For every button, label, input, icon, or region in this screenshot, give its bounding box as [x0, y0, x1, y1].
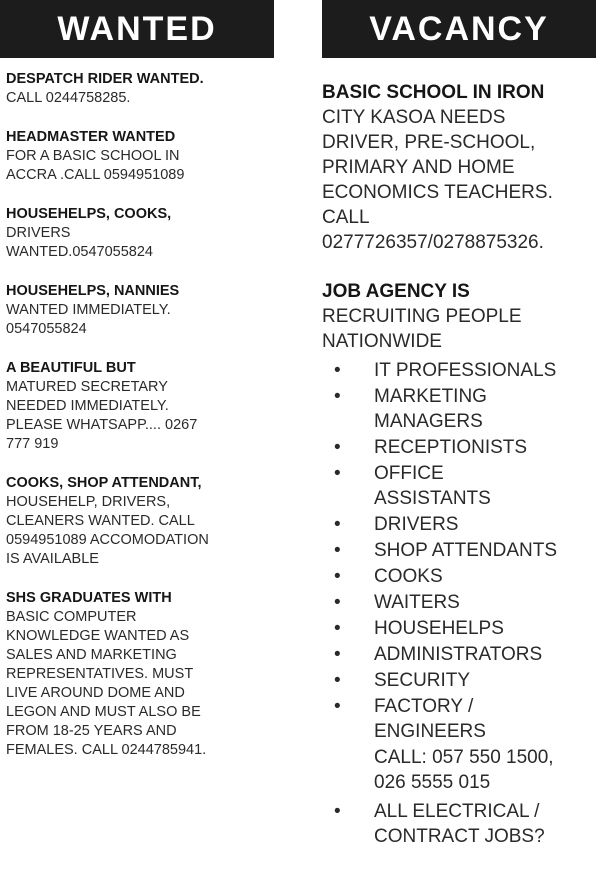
- list-item: [322, 590, 608, 615]
- ad-heading: BASIC SCHOOL IN IRON: [322, 82, 545, 103]
- vacancy-column: [322, 0, 608, 873]
- job-title: SECURITY: [374, 670, 471, 691]
- job-title: OFFICE ASSISTANTS: [374, 463, 491, 509]
- ad-heading: SHS GRADUATES WITH: [6, 590, 172, 606]
- list-item: [322, 694, 608, 744]
- wanted-ads-list: [0, 58, 282, 760]
- job-title: SHOP ATTENDANTS: [374, 540, 557, 561]
- ad-heading: A BEAUTIFUL BUT: [6, 360, 136, 376]
- job-list-tail: [322, 799, 608, 849]
- vacancy-header: VACANCY: [322, 0, 596, 58]
- wanted-header: WANTED: [0, 0, 274, 58]
- ad-heading: DESPATCH RIDER WANTED.: [6, 71, 204, 87]
- vacancy-ad-school: [322, 80, 608, 255]
- job-title: WAITERS: [374, 592, 460, 613]
- list-item: [322, 435, 608, 460]
- list-item: [322, 642, 608, 667]
- ad-body: BASIC COMPUTER KNOWLEDGE WANTED AS SALES AND MARKETING REPRESENTATIVES. MUST LIVE AROUND DOME AND LEGON AND MUST ALSO BE FROM 18-25 YEARS AND FEMALES. CALL 0244785941.: [6, 609, 207, 758]
- wanted-ad: [6, 359, 282, 454]
- bullet-icon: •: [334, 360, 341, 381]
- list-item: [322, 384, 608, 434]
- job-title: HOUSEHELPS: [374, 618, 504, 639]
- list-item: [322, 512, 608, 537]
- ad-body: WANTED IMMEDIATELY. 0547055824: [6, 302, 171, 337]
- list-item: [322, 538, 608, 563]
- ad-body: RECRUITING PEOPLE NATIONWIDE: [322, 306, 522, 352]
- wanted-ad: [6, 70, 282, 108]
- bullet-icon: •: [334, 644, 341, 665]
- wanted-ad: [6, 282, 282, 339]
- job-title: RECEPTIONISTS: [374, 437, 528, 458]
- ad-body: MATURED SECRETARY NEEDED IMMEDIATELY. PLEASE WHATSAPP.... 0267 777 919: [6, 379, 198, 452]
- wanted-ad: [6, 128, 282, 185]
- job-title: IT PROFESSIONALS: [374, 360, 557, 381]
- wanted-ad: [6, 589, 282, 760]
- agency-phone-numbers: CALL: 057 550 1500, 026 5555 015: [374, 747, 554, 793]
- bullet-icon: •: [334, 386, 341, 407]
- wanted-ad: [6, 474, 282, 569]
- ad-heading: JOB AGENCY IS: [322, 281, 470, 302]
- ad-body: CALL 0244758285.: [6, 90, 131, 106]
- job-title: MARKETING MANAGERS: [374, 386, 487, 432]
- ad-heading: HEADMASTER WANTED: [6, 129, 176, 145]
- list-item: [322, 668, 608, 693]
- list-item: [322, 461, 608, 511]
- bullet-icon: •: [334, 540, 341, 561]
- job-title: ALL ELECTRICAL / CONTRACT JOBS?: [374, 801, 545, 847]
- vacancy-ads-list: [322, 58, 608, 849]
- ad-body: FOR A BASIC SCHOOL IN ACCRA .CALL 0594951089: [6, 148, 185, 183]
- job-title: ADMINISTRATORS: [374, 644, 543, 665]
- bullet-icon: •: [334, 801, 341, 822]
- bullet-icon: •: [334, 514, 341, 535]
- bullet-icon: •: [334, 670, 341, 691]
- ad-heading: HOUSEHELPS, NANNIES: [6, 283, 180, 299]
- bullet-icon: •: [334, 437, 341, 458]
- list-item: [322, 358, 608, 383]
- list-item: [322, 616, 608, 641]
- list-item: [322, 564, 608, 589]
- wanted-column: [0, 0, 282, 780]
- bullet-icon: •: [334, 566, 341, 587]
- job-title: FACTORY / ENGINEERS: [374, 696, 486, 742]
- job-list: [322, 358, 608, 744]
- wanted-ad: [6, 205, 282, 262]
- ad-heading: COOKS, SHOP ATTENDANT,: [6, 475, 202, 491]
- ad-body: CITY KASOA NEEDS DRIVER, PRE-SCHOOL, PRIMARY AND HOME ECONOMICS TEACHERS. CALL 0277726357/0278875326.: [322, 107, 553, 253]
- ad-heading: HOUSEHELPS, COOKS,: [6, 206, 172, 222]
- ad-body: DRIVERS WANTED.0547055824: [6, 225, 153, 260]
- job-title: COOKS: [374, 566, 443, 587]
- bullet-icon: •: [334, 618, 341, 639]
- bullet-icon: •: [334, 463, 341, 484]
- list-item: [322, 799, 608, 849]
- job-title: DRIVERS: [374, 514, 459, 535]
- bullet-icon: •: [334, 696, 341, 717]
- ad-body: HOUSEHELP, DRIVERS, CLEANERS WANTED. CALL 0594951089 ACCOMODATION IS AVAILABLE: [6, 494, 209, 567]
- vacancy-ad-agency: [322, 279, 608, 849]
- bullet-icon: •: [334, 592, 341, 613]
